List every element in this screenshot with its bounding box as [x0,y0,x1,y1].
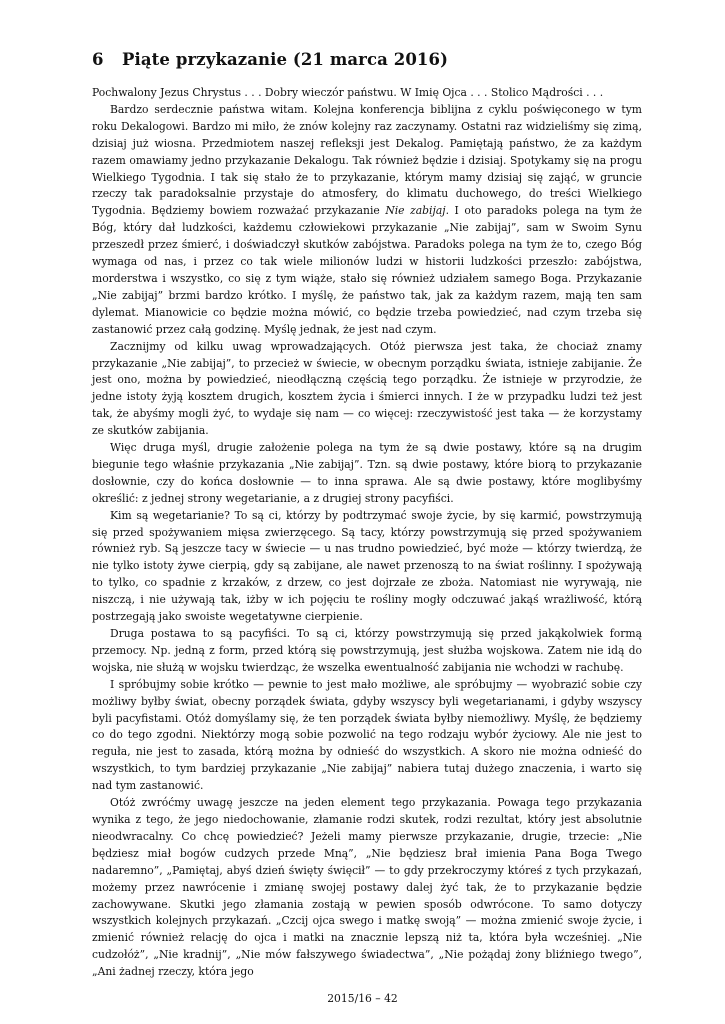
body-text [92,85,642,981]
document-page [92,50,642,981]
italic-commandment-phrase: Nie zabijaj [385,204,446,218]
paragraph-intro: Bardzo serdecznie państwa witam. Kolejna konferencja biblijna z cyklu poświęconego w tym roku Dekalogowi. Bardzo mi miło, że znów kolejny raz zaczynamy. Ostatni raz widzieliśmy się zimą, dzisiaj już wiosna. Przedmiotem naszej refleksji jest Dekalog. Pamiętają państwo, że za każdym razem omawiamy jedno przykazanie Dekalogu. Tak również będzie i dzisiaj. Spotykamy się na progu Wielkiego Tygodnia. I tak się stało że to przykazanie, którym mamy dzisiaj się zająć, w gruncie rzeczy tak paradoksalnie przystaje do atmosfery, do klimatu duchowego, do treści Wielkiego Tygodnia. Będziemy bowiem rozważać przykazanie Nie zabijaj. I oto paradoks polega na tym że Bóg, który dał ludzkości, każdemu człowiekowi przykazanie „Nie zabijaj”, sam w Swoim Synu przeszedł przez śmierć, i doświadczył skutków zabójstwa. Paradoks polega na tym że to, czego Bóg wymaga od nas, i przez co tak wiele milionów ludzi w historii ludzkości przeszło: zabójstwa, morderstwa i wszystko, co się z tym wiąże, stało się również udziałem samego Boga. Przykazanie „Nie zabijaj” brzmi bardzo krótko. I myślę, że państwo tak, jak za każdym razem, mają ten sam dylemat. Mianowicie co będzie można mówić, co będzie trzeba powiedzieć, nad czym trzeba się zastanowić przez całą godzinę. Myślę jednak, że jest nad czym. [92,102,642,336]
section-number: 6 [92,50,104,69]
opening-greeting: Pochwalony Jezus Chrystus . . . Dobry wieczór państwu. W Imię Ojca . . . Stolico Mądrości . . . [92,86,604,99]
section-heading [92,50,642,69]
section-title: Piąte przykazanie (21 marca 2016) [122,50,448,69]
page-number: 2015/16 – 42 [327,992,398,1005]
paragraph-two-attitudes: Więc druga myśl, drugie założenie polega na tym że są dwie postawy, które są na drugim biegunie tego właśnie przykazania „Nie zabijaj”. Tzn. są dwie postawy, które biorą to przykazanie dosłownie, czy do końca dosłownie — to inna sprawa. Ale są dwie postawy, które moglibyśmy określić: z jednej strony wegetarianie, a z drugiej strony pacyfiści. [92,441,642,505]
paragraph-introductory-remarks: Zacznijmy od kilku uwag wprowadzających. Otóż pierwsza jest taka, że chociaż znamy przykazanie „Nie zabijaj”, to przecież w świecie, w obecnym porządku świata, istnieje zabijanie. Że jest ono, można by powiedzieć, nieodłączną częścią tego porządku. Że istnieje w przyrodzie, że jedne istoty żyją kosztem drugich, kosztem życia i śmierci innych. I że w przypadku ludzi też jest tak, że abyśmy mogli żyć, to wydaje się nam — co więcej: rzeczywistość jest taka — że korzystamy ze skutków zabijania. [92,339,642,438]
paragraph-irreversibility: Otóż zwróćmy uwagę jeszcze na jeden element tego przykazania. Powaga tego przykazania wynika z tego, że jego niedochowanie, złamanie rodzi skutek, rodzi rezultat, który jest absolutnie nieodwracalny. Co chcę powiedzieć? Jeżeli mamy pierwsze przykazanie, drugie, trzecie: „Nie będziesz miał bogów cudzych przede Mną”, „Nie będziesz brał imienia Pana Boga Twego nadaremno”, „Pamiętaj, abyś dzień święty święcił” — to gdy przekroczymy któreś z tych przykazań, możemy przez nawrócenie i zmianę swojej postawy dalej żyć tak, że to przykazanie będzie zachowywane. Skutki jego złamania zostają w pewien sposób odwrócone. To samo dotyczy wszystkich kolejnych przykazań. „Czcij ojca swego i matkę swoją” — można zmienić swoje życie, i zmienić również relację do ojca i matki na znacznie lepszą niż ta, która była wcześniej. „Nie cudzołóż”, „Nie kradnij”, „Nie mów fałszywego świadectwa”, „Nie pożądaj żony bliźniego twego”, „Ani żadnej rzeczy, która jego [92,796,642,979]
paragraph-vegetarians: Kim są wegetarianie? To są ci, którzy by podtrzymać swoje życie, by się karmić, powstrzymują się przed spożywaniem mięsa zwierzęcego. Są tacy, którzy powstrzymują się przed spożywaniem również ryb. Są jeszcze tacy w świecie — u nas trudno powiedzieć, być może — którzy twierdzą, że nie tylko istoty żywe cierpią, gdy są zabijane, ale nawet przenoszą to na świat roślinny. I spożywają to tylko, co spadnie z krzaków, z drzew, co jest dojrzałe ze zboża. Natomiast nie wyrywają, nie niszczą, i nie używają tak, iżby w ich pojęciu te rośliny mogły odczuwać jakąś wrażliwość, którą postrzegają jako swoiste wegetatywne cierpienie. [92,508,642,624]
paragraph-imagine-world: I spróbujmy sobie krótko — pewnie to jest mało możliwe, ale spróbujmy — wyobrazić sobie czy możliwy byłby świat, obecny porządek świata, gdyby wszyscy byli wegetarianami, i gdyby wszyscy byli pacyfistami. Otóż domyślamy się, że ten porządek świata byłby niemożliwy. Myślę, że będziemy co do tego zgodni. Niektórzy mogą sobie pozwolić na tego rodzaju wybór życiowy. Ale nie jest to reguła, nie jest to zasada, którą można by odnieść do wszystkich. A skoro nie można odnieść do wszystkich, to tym bardziej przykazanie „Nie zabijaj” nabiera tutaj dużego znaczenia, i warto się nad tym zastanowić. [92,677,642,793]
paragraph-pacifists: Druga postawa to są pacyfiści. To są ci, którzy powstrzymują się przed jakąkolwiek formą przemocy. Np. jedną z form, przed którą się powstrzymują, jest służba wojskowa. Zatem nie idą do wojska, nie służą w wojsku twierdząc, że wszelka ewentualność zabijania nie wchodzi w rachubę. [92,627,642,674]
